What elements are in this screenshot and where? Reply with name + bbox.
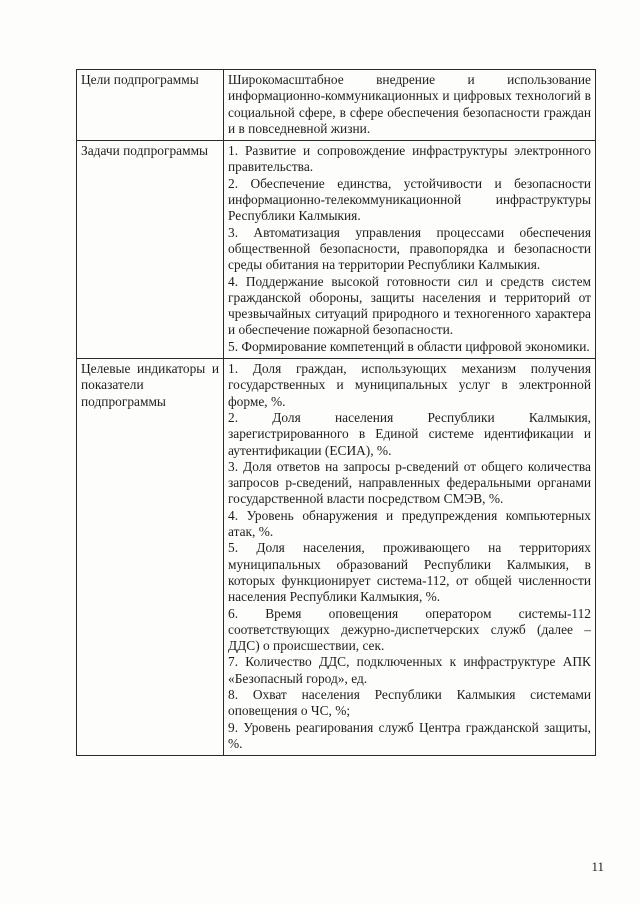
row-content-cell xyxy=(224,141,596,359)
row-label-cell xyxy=(77,359,224,756)
page-number: 11 xyxy=(591,859,604,874)
row-label-cell xyxy=(77,70,224,141)
table-row-tasks xyxy=(77,141,596,359)
indicator-item: 1. Доля граждан, использующих механизм получения государственных и муниципальных услуг в электронной форме, %. xyxy=(228,361,591,409)
row-label: Целевые индикаторы и показатели подпрограммы xyxy=(81,361,219,409)
row-content-cell xyxy=(224,70,596,141)
row-label: Задачи подпрограммы xyxy=(81,143,209,159)
task-item: 2. Обеспечение единства, устойчивости и безопасности информационно-телекоммуникационной инфраструктуры Республики Калмыкия. xyxy=(228,175,591,224)
indicator-item: 3. Доля ответов на запросы р-сведений от общего количества запросов р-сведений, направленных федеральными органами государственной власти посредством СМЭВ, %. xyxy=(228,458,591,507)
task-item: 4. Поддержание высокой готовности сил и средств систем гражданской обороны, защиты населения и территорий от чрезвычайных ситуаций природного и техногенного характера и обеспечение пожарной безопасности. xyxy=(228,273,591,338)
indicator-item: 4. Уровень обнаружения и предупреждения компьютерных атак, %. xyxy=(228,507,591,540)
row-label-cell xyxy=(77,141,224,359)
indicator-item: 6. Время оповещения оператором системы-112 соответствующих дежурно-диспетчерских служб (далее – ДДС) о происшествии, сек. xyxy=(228,605,591,654)
task-item: 1. Развитие и сопровождение инфраструктуры электронного правительства. xyxy=(228,143,591,175)
row-content-cell xyxy=(224,359,596,756)
goal-text: Широкомасштабное внедрение и использование информационно-коммуникационных и цифровых технологий в социальной сфере, в сфере обеспечения безопасности граждан и в повседневной жизни. xyxy=(228,72,591,136)
task-item: 5. Формирование компетенций в области цифровой экономики. xyxy=(228,338,590,354)
table-row-indicators xyxy=(77,359,596,756)
indicator-item: 2. Доля населения Республики Калмыкия, зарегистрированного в Единой системе идентификации и аутентификации (ЕСИА), %. xyxy=(228,409,591,458)
indicator-item: 5. Доля населения, проживающего на территориях муниципальных образований Республики Калмыкия, в которых функционирует система-112, от общей численности населения Республики Калмыкия, %. xyxy=(228,540,591,605)
row-label: Цели подпрограммы xyxy=(81,72,199,87)
indicator-item: 9. Уровень реагирования служб Центра гражданской защиты, %. xyxy=(228,719,591,751)
task-item: 3. Автоматизация управления процессами обеспечения общественной безопасности, правопорядка и безопасности среды обитания на территории Республики Калмыкия. xyxy=(228,224,591,273)
subprogram-passport-table xyxy=(76,69,596,756)
table-row-goals xyxy=(77,70,596,141)
indicator-item: 7. Количество ДДС, подключенных к инфраструктуре АПК «Безопасный город», ед. xyxy=(228,654,591,686)
indicator-item: 8. Охват населения Республики Калмыкия системами оповещения о ЧС, %; xyxy=(228,686,591,719)
